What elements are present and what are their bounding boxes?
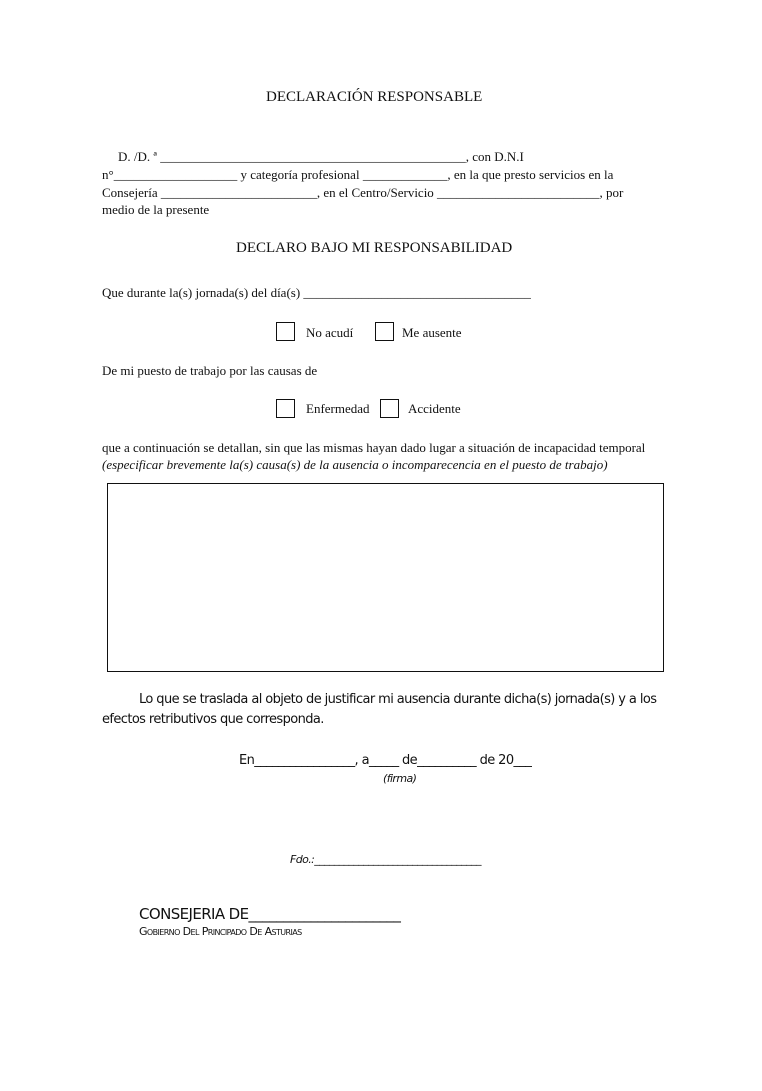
closing-line-2: efectos retributivos que corresponda.: [102, 712, 324, 727]
gobierno-line: Gobierno Del Principado De Asturias: [139, 925, 302, 938]
closing-line-1: Lo que se traslada al objeto de justificar mi ausencia durante dicha(s) jornada(s) y a los: [139, 692, 657, 707]
me-ausente-checkbox[interactable]: [375, 322, 394, 341]
firma-label: (firma): [383, 772, 417, 785]
causes-textarea[interactable]: [107, 483, 664, 672]
enfermedad-checkbox[interactable]: [276, 399, 295, 418]
intro-line-1: D. /D. ª _______________________________________________, con D.N.I: [118, 149, 524, 164]
jornada-line: Que durante la(s) jornada(s) del día(s) ___________________________________: [102, 285, 531, 300]
accidente-checkbox[interactable]: [380, 399, 399, 418]
intro-line-2: n°___________________ y categoría profesional _____________, en la que presto servicios en la: [102, 167, 614, 182]
causas-line: De mi puesto de trabajo por las causas de: [102, 363, 318, 378]
detalle-line: que a continuación se detallan, sin que las mismas hayan dado lugar a situación de incapacidad temporal: [102, 440, 646, 455]
date-line: En_________________, a_____ de__________ de 20___: [239, 753, 532, 768]
consejeria-line: CONSEJERIA DE______________________: [139, 905, 401, 923]
document-title: DECLARACIÓN RESPONSABLE: [266, 89, 483, 105]
no-acudi-checkbox[interactable]: [276, 322, 295, 341]
accidente-label: Accidente: [408, 401, 461, 416]
enfermedad-label: Enfermedad: [306, 401, 370, 416]
intro-line-4: medio de la presente: [102, 202, 210, 217]
me-ausente-label: Me ausente: [402, 325, 462, 340]
fdo-line: Fdo.:__________________________________: [290, 853, 481, 866]
no-acudi-label: No acudí: [306, 325, 354, 340]
intro-line-3: Consejería ________________________, en el Centro/Servicio _________________________, por: [102, 185, 624, 200]
detalle-hint: (especificar brevemente la(s) causa(s) de la ausencia o incomparecencia en el puesto de trabajo): [102, 457, 608, 472]
declaration-subtitle: DECLARO BAJO MI RESPONSABILIDAD: [236, 240, 513, 256]
